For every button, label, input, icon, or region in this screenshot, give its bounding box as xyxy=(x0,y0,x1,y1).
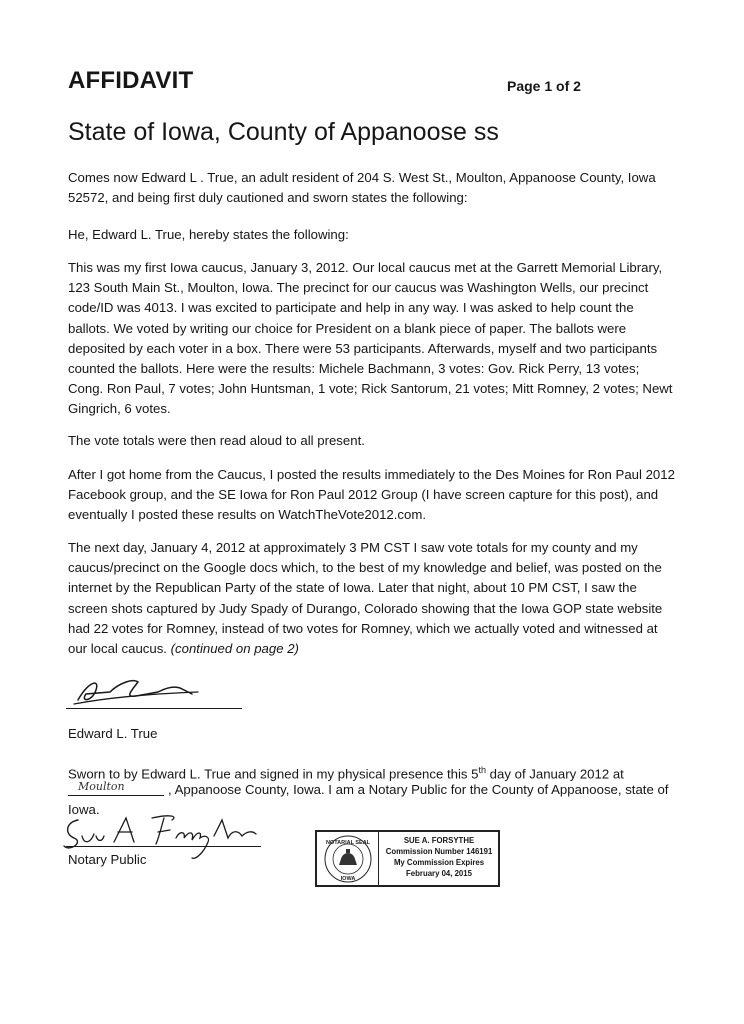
notary-name: SUE A. FORSYTHE xyxy=(403,836,475,845)
jurat-line-3: Iowa. xyxy=(68,802,100,817)
seal-top-text: NOTARIAL SEAL xyxy=(325,840,371,846)
stamp-divider xyxy=(378,832,379,885)
affiant-name: Edward L. True xyxy=(68,726,158,741)
next-day-text: The next day, January 4, 2012 at approximately 3 PM CST I saw vote totals for my county and my caucus/precinct on the Google docs which, to the best of my knowledge and belief, was posted on the internet by the Republican Party of the state of Iowa. Later that night, about 10 PM CST, I saw the screen shots captured by Judy Spady of Durango, Colorado showing that the Iowa GOP state website had 22 votes for Romney, instead of two votes for Romney, which we actually voted and witnessed at our local caucus. xyxy=(68,540,663,657)
jurat-line-2: , Appanoose County, Iowa. I am a Notary Public for the County of Appanoose, state of xyxy=(168,782,669,797)
jurat-line-1-end: day of January 2012 at xyxy=(486,766,624,782)
jurat-line-1-text: Sworn to by Edward L. True and signed in my physical presence this 5 xyxy=(68,766,479,782)
continued-note: (continued on page 2) xyxy=(170,641,299,657)
caucus-paragraph: This was my first Iowa caucus, January 3, 2012. Our local caucus met at the Garrett Memorial Library, 123 South Main St., Moulton, Iowa. The precinct for our caucus was Washington Wells, our precinct code/ID was 4013. I was excited to participate and help in any way. I was asked to help count the ballots. We voted by writing our choice for President on a blank piece of paper. The ballots were deposited by each voter in a box. There were 53 participants. Afterwards, myself and two participants counted the ballots. Here were the results: Michele Bachmann, 3 votes: Gov. Rick Perry, 13 votes; Cong. Ron Paul, 7 votes; John Huntsman, 1 vote; Rick Santorum, 21 votes; Mitt Romney, 2 votes; Newt Gingrich, 6 votes. xyxy=(68,260,673,417)
statement-intro: He, Edward L. True, hereby states the following: xyxy=(68,227,349,242)
affiant-signature xyxy=(66,672,246,712)
notary-signature-line xyxy=(66,846,261,847)
city-blank-line xyxy=(68,795,164,796)
document-title: AFFIDAVIT xyxy=(68,67,194,94)
seal-bottom-text: IOWA xyxy=(340,876,356,882)
notary-seal xyxy=(319,833,377,885)
page-indicator: Page 1 of 2 xyxy=(507,78,581,94)
notary-label: Notary Public xyxy=(68,852,147,867)
venue-heading: State of Iowa, County of Appanoose ss xyxy=(68,118,499,146)
day-suffix: th xyxy=(478,765,487,775)
stamp-text-block xyxy=(380,835,498,879)
commission-number: Commission Number 146191 xyxy=(385,847,493,856)
intro-paragraph: Comes now Edward L . True, an adult resident of 204 S. West St., Moulton, Appanoose County, Iowa 52572, and being first duly cautioned and sworn states the following: xyxy=(68,170,656,206)
next-day-paragraph xyxy=(68,538,678,659)
commission-expires-date: February 04, 2015 xyxy=(406,869,472,878)
totals-paragraph: The vote totals were then read aloud to all present. xyxy=(68,433,365,448)
city-handwritten: Moulton xyxy=(78,780,125,793)
commission-expires-label: My Commission Expires xyxy=(393,858,485,867)
notary-stamp xyxy=(315,830,500,887)
posted-paragraph: After I got home from the Caucus, I posted the results immediately to the Des Moines for Ron Paul 2012 Facebook group, and the SE Iowa for Ron Paul 2012 Group (I have screen capture for this post), and eventually I posted these results on WatchTheVote2012.com. xyxy=(68,467,675,523)
signature-line xyxy=(66,708,242,709)
